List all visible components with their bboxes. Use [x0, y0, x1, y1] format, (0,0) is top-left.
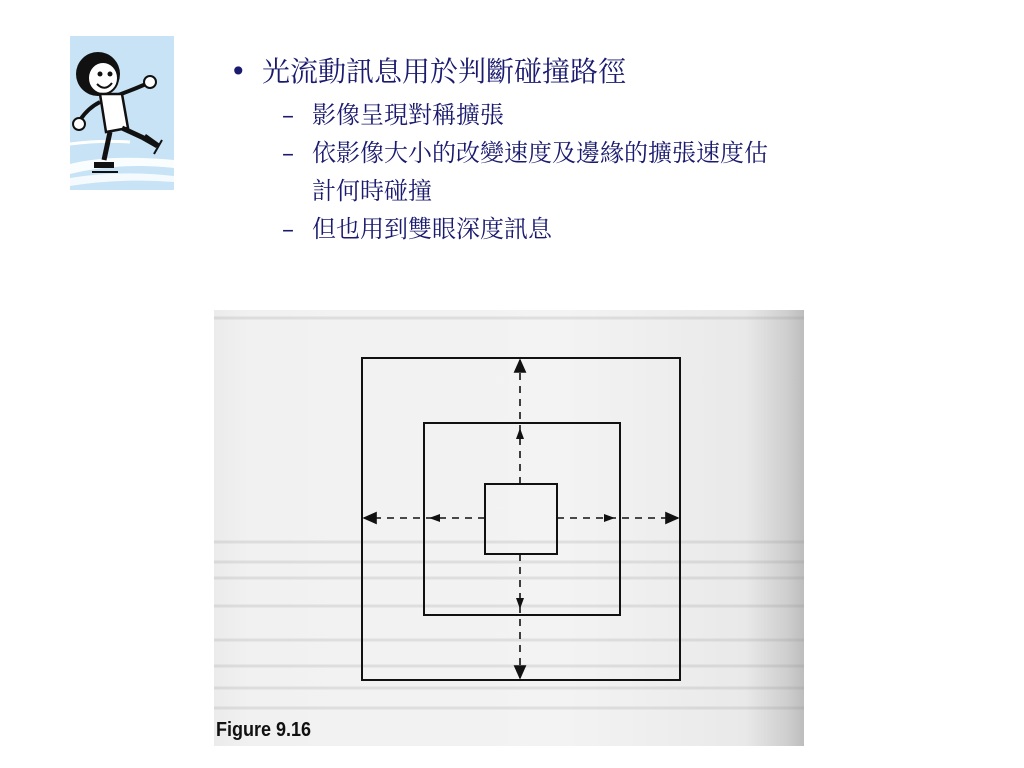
sub-bullet	[282, 134, 850, 210]
bullet-list	[230, 50, 850, 248]
bullet-marker: •	[230, 55, 247, 88]
sub-bullet	[282, 210, 850, 248]
sub-bullet-marker: –	[282, 215, 294, 243]
sub-bullet-text: 依影像大小的改變速度及邊緣的擴張速度估計何時碰撞	[312, 139, 768, 205]
middle-square	[424, 423, 620, 615]
sub-bullet-text: 但也用到雙眼深度訊息	[312, 215, 552, 243]
skater-clipart-icon	[70, 36, 174, 190]
figure-caption: Figure 9.16	[216, 719, 312, 741]
sub-bullet-marker: –	[282, 101, 294, 129]
expansion-diagram	[214, 310, 804, 746]
outer-square	[362, 358, 680, 680]
main-bullet	[230, 50, 850, 94]
sub-bullet-text: 影像呈現對稱擴張	[312, 101, 504, 129]
sub-bullet-marker: –	[282, 139, 294, 167]
main-bullet-text: 光流動訊息用於判斷碰撞路徑	[262, 55, 627, 88]
sub-bullet	[282, 96, 850, 134]
expansion-figure	[214, 310, 804, 746]
